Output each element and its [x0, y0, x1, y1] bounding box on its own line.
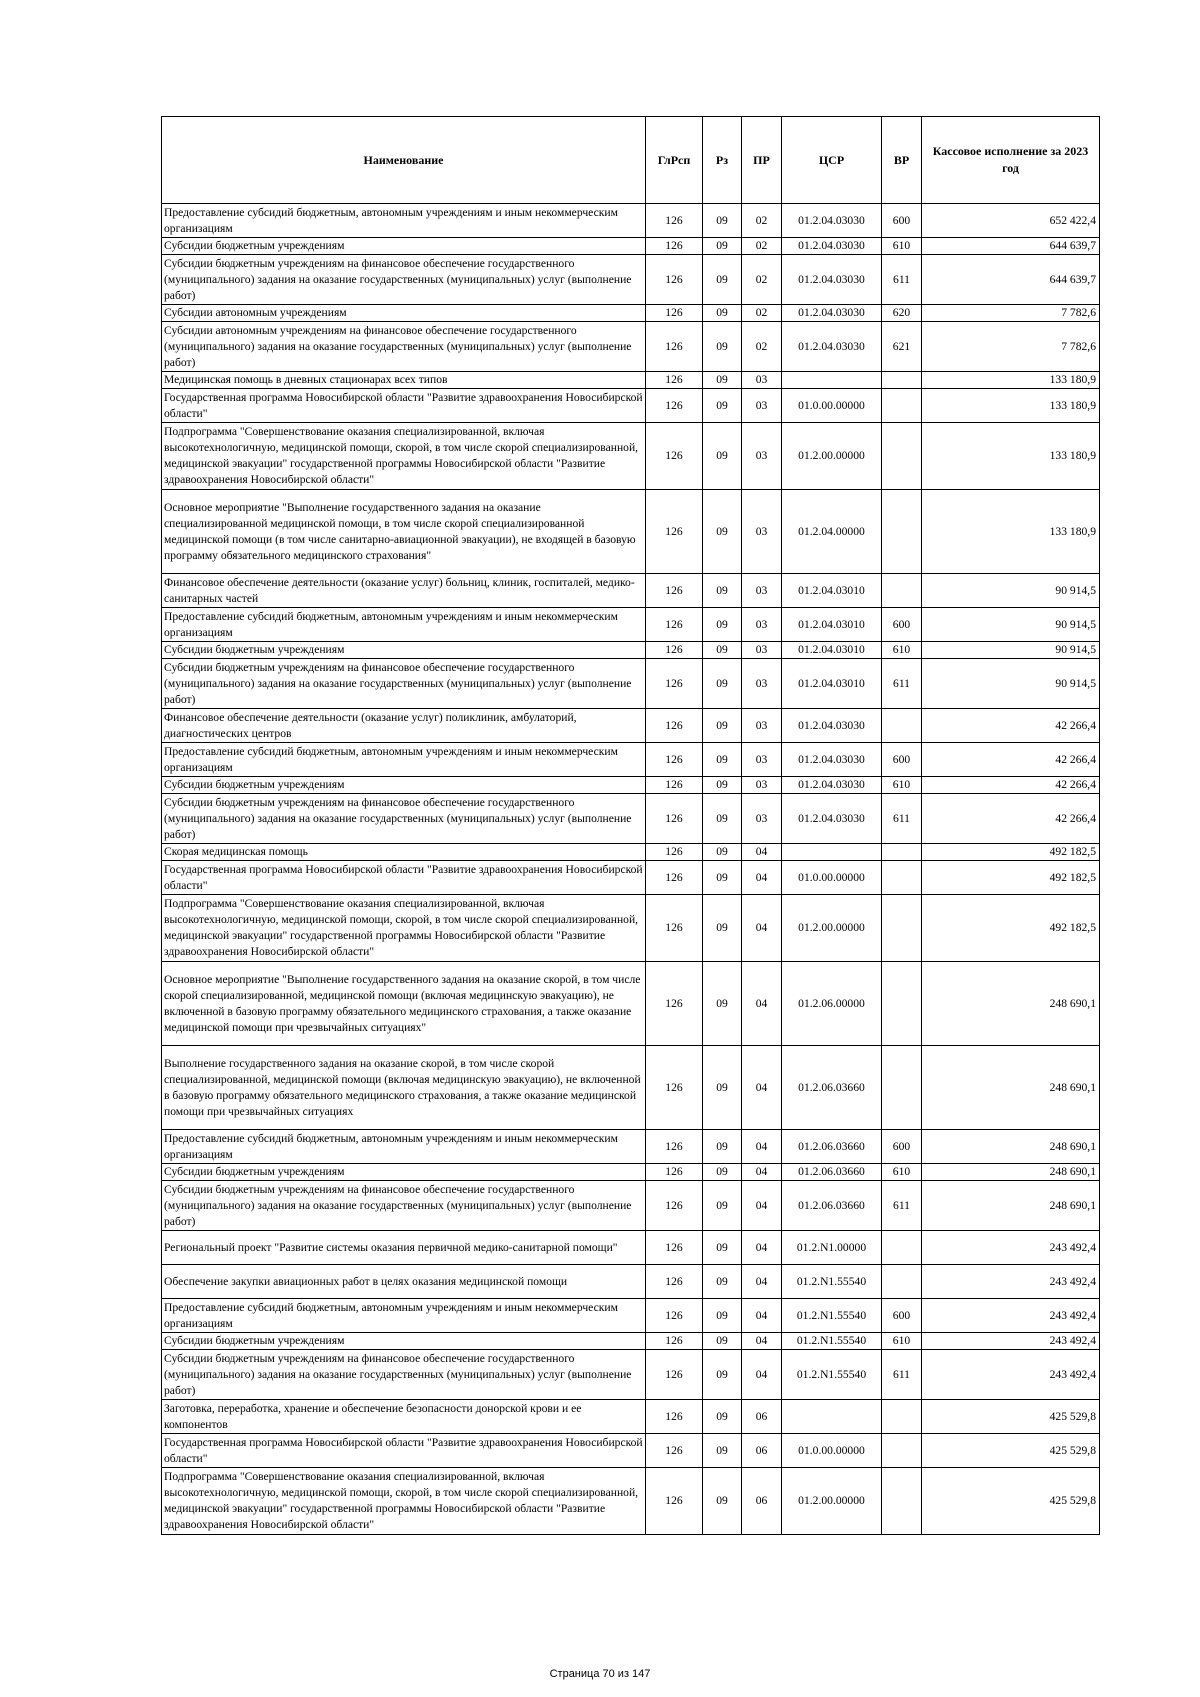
row-csr: 01.2.N1.55540 — [782, 1350, 882, 1400]
row-rz: 09 — [703, 305, 742, 322]
row-csr: 01.2.04.03030 — [782, 777, 882, 794]
row-vr — [882, 490, 922, 574]
row-pr: 03 — [742, 642, 782, 659]
row-glrsp: 126 — [646, 204, 703, 238]
table-row — [162, 1400, 1100, 1434]
row-csr: 01.2.04.03010 — [782, 642, 882, 659]
row-vr: 600 — [882, 608, 922, 642]
row-rz: 09 — [703, 1046, 742, 1130]
row-amount: 492 182,5 — [922, 861, 1100, 895]
row-amount: 248 690,1 — [922, 962, 1100, 1046]
row-amount: 425 529,8 — [922, 1468, 1100, 1535]
row-rz: 09 — [703, 1164, 742, 1181]
table-row — [162, 204, 1100, 238]
row-pr: 02 — [742, 204, 782, 238]
row-pr: 04 — [742, 1181, 782, 1231]
row-csr: 01.2.04.03030 — [782, 204, 882, 238]
header-csr: ЦСР — [782, 117, 882, 204]
row-csr — [782, 1400, 882, 1434]
row-csr: 01.2.04.03030 — [782, 238, 882, 255]
row-csr: 01.2.N1.55540 — [782, 1333, 882, 1350]
row-glrsp: 126 — [646, 1231, 703, 1265]
row-vr — [882, 844, 922, 861]
row-name: Субсидии бюджетным учреждениям на финансовое обеспечение государственного (муниципального) задания на оказание государственных (муниципальных) услуг (выполнение работ) — [162, 1181, 646, 1231]
row-pr: 03 — [742, 709, 782, 743]
table-row — [162, 844, 1100, 861]
row-pr: 04 — [742, 1350, 782, 1400]
row-pr: 03 — [742, 490, 782, 574]
row-rz: 09 — [703, 1181, 742, 1231]
row-name: Предоставление субсидий бюджетным, автономным учреждениям и иным некоммерческим организациям — [162, 1299, 646, 1333]
table-row — [162, 255, 1100, 305]
row-glrsp: 126 — [646, 305, 703, 322]
row-amount: 90 914,5 — [922, 574, 1100, 608]
row-vr — [882, 389, 922, 423]
row-amount: 42 266,4 — [922, 743, 1100, 777]
row-amount: 90 914,5 — [922, 642, 1100, 659]
row-amount: 492 182,5 — [922, 844, 1100, 861]
row-pr: 06 — [742, 1434, 782, 1468]
row-csr: 01.0.00.00000 — [782, 389, 882, 423]
row-csr — [782, 844, 882, 861]
row-csr: 01.2.00.00000 — [782, 1468, 882, 1535]
row-vr: 621 — [882, 322, 922, 372]
row-csr: 01.2.04.03030 — [782, 255, 882, 305]
row-pr: 02 — [742, 305, 782, 322]
table-row — [162, 238, 1100, 255]
row-glrsp: 126 — [646, 777, 703, 794]
row-pr: 03 — [742, 777, 782, 794]
row-pr: 02 — [742, 322, 782, 372]
row-amount: 90 914,5 — [922, 608, 1100, 642]
row-name: Предоставление субсидий бюджетным, автономным учреждениям и иным некоммерческим организациям — [162, 204, 646, 238]
row-csr: 01.2.N1.00000 — [782, 1231, 882, 1265]
row-glrsp: 126 — [646, 423, 703, 490]
row-glrsp: 126 — [646, 659, 703, 709]
row-rz: 09 — [703, 1400, 742, 1434]
row-vr: 611 — [882, 659, 922, 709]
table-row — [162, 777, 1100, 794]
row-vr — [882, 1468, 922, 1535]
row-vr: 611 — [882, 255, 922, 305]
row-rz: 09 — [703, 1468, 742, 1535]
row-glrsp: 126 — [646, 709, 703, 743]
row-glrsp: 126 — [646, 372, 703, 389]
row-csr: 01.2.04.03010 — [782, 659, 882, 709]
row-amount: 425 529,8 — [922, 1434, 1100, 1468]
table-row — [162, 895, 1100, 962]
row-csr: 01.2.04.00000 — [782, 490, 882, 574]
row-vr: 610 — [882, 1333, 922, 1350]
row-name: Государственная программа Новосибирской области "Развитие здравоохранения Новосибирской области" — [162, 389, 646, 423]
row-csr: 01.2.04.03010 — [782, 574, 882, 608]
row-rz: 09 — [703, 1299, 742, 1333]
row-name: Субсидии бюджетным учреждениям на финансовое обеспечение государственного (муниципального) задания на оказание государственных (муниципальных) услуг (выполнение работ) — [162, 1350, 646, 1400]
row-glrsp: 126 — [646, 794, 703, 844]
row-vr: 600 — [882, 204, 922, 238]
row-rz: 09 — [703, 844, 742, 861]
row-name: Субсидии бюджетным учреждениям — [162, 1164, 646, 1181]
row-name: Региональный проект "Развитие системы оказания первичной медико-санитарной помощи" — [162, 1231, 646, 1265]
row-amount: 133 180,9 — [922, 423, 1100, 490]
row-rz: 09 — [703, 490, 742, 574]
row-name: Субсидии бюджетным учреждениям — [162, 777, 646, 794]
row-amount: 243 492,4 — [922, 1350, 1100, 1400]
row-glrsp: 126 — [646, 1400, 703, 1434]
row-vr — [882, 962, 922, 1046]
row-rz: 09 — [703, 709, 742, 743]
row-vr — [882, 1046, 922, 1130]
table-body — [162, 204, 1100, 1535]
row-rz: 09 — [703, 574, 742, 608]
row-vr: 610 — [882, 642, 922, 659]
row-rz: 09 — [703, 1333, 742, 1350]
row-rz: 09 — [703, 794, 742, 844]
row-name: Субсидии бюджетным учреждениям — [162, 1333, 646, 1350]
row-amount: 133 180,9 — [922, 389, 1100, 423]
row-vr — [882, 1231, 922, 1265]
row-vr: 611 — [882, 1181, 922, 1231]
row-name: Подпрограмма "Совершенствование оказания специализированной, включая высокотехнологичную, медицинской помощи, скорой, в том числе скорой специализированной, медицинской эвакуации" государственной программы Новосибирской области "Развитие здравоохранения Новосибирской области" — [162, 423, 646, 490]
row-csr: 01.2.06.00000 — [782, 962, 882, 1046]
table-row — [162, 743, 1100, 777]
row-name: Субсидии бюджетным учреждениям на финансовое обеспечение государственного (муниципального) задания на оказание государственных (муниципальных) услуг (выполнение работ) — [162, 659, 646, 709]
row-amount: 42 266,4 — [922, 794, 1100, 844]
row-vr — [882, 574, 922, 608]
row-name: Субсидии бюджетным учреждениям — [162, 642, 646, 659]
row-csr: 01.2.00.00000 — [782, 895, 882, 962]
row-name: Субсидии автономным учреждениям — [162, 305, 646, 322]
row-pr: 06 — [742, 1468, 782, 1535]
row-pr: 04 — [742, 962, 782, 1046]
page-number: Страница 70 из 147 — [549, 1668, 651, 1680]
row-rz: 09 — [703, 372, 742, 389]
row-amount: 652 422,4 — [922, 204, 1100, 238]
row-pr: 03 — [742, 389, 782, 423]
row-glrsp: 126 — [646, 844, 703, 861]
row-amount: 248 690,1 — [922, 1046, 1100, 1130]
row-pr: 03 — [742, 574, 782, 608]
table-row — [162, 1468, 1100, 1535]
row-pr: 02 — [742, 255, 782, 305]
table-row — [162, 423, 1100, 490]
row-csr: 01.2.04.03030 — [782, 322, 882, 372]
table-row — [162, 322, 1100, 372]
row-glrsp: 126 — [646, 322, 703, 372]
row-name: Основное мероприятие "Выполнение государственного задания на оказание скорой, в том числе скорой специализированной, медицинской помощи (включая медицинскую эвакуацию), не включенной в базовую программу обязательного медицинского страхования, а также оказание медицинской помощи при чрезвычайных ситуациях" — [162, 962, 646, 1046]
table-row — [162, 574, 1100, 608]
row-pr: 03 — [742, 423, 782, 490]
row-amount: 7 782,6 — [922, 305, 1100, 322]
row-amount: 7 782,6 — [922, 322, 1100, 372]
row-name: Предоставление субсидий бюджетным, автономным учреждениям и иным некоммерческим организациям — [162, 608, 646, 642]
header-name: Наименование — [162, 117, 646, 204]
row-rz: 09 — [703, 895, 742, 962]
row-amount: 133 180,9 — [922, 372, 1100, 389]
row-vr: 610 — [882, 238, 922, 255]
row-rz: 09 — [703, 1265, 742, 1299]
row-glrsp: 126 — [646, 1434, 703, 1468]
row-amount: 90 914,5 — [922, 659, 1100, 709]
row-vr — [882, 895, 922, 962]
row-vr — [882, 372, 922, 389]
header-amount: Кассовое исполнение за 2023 год — [922, 117, 1100, 204]
row-glrsp: 126 — [646, 1299, 703, 1333]
table-row — [162, 709, 1100, 743]
row-glrsp: 126 — [646, 861, 703, 895]
table-row — [162, 1333, 1100, 1350]
table-row — [162, 1164, 1100, 1181]
table-row — [162, 305, 1100, 322]
row-pr: 02 — [742, 238, 782, 255]
row-rz: 09 — [703, 204, 742, 238]
row-pr: 06 — [742, 1400, 782, 1434]
row-csr: 01.2.04.03030 — [782, 743, 882, 777]
table-row — [162, 1434, 1100, 1468]
row-name: Предоставление субсидий бюджетным, автономным учреждениям и иным некоммерческим организациям — [162, 1130, 646, 1164]
row-glrsp: 126 — [646, 608, 703, 642]
row-glrsp: 126 — [646, 1333, 703, 1350]
row-vr: 610 — [882, 1164, 922, 1181]
row-csr: 01.2.04.03030 — [782, 794, 882, 844]
header-rz: Рз — [703, 117, 742, 204]
table-row — [162, 1130, 1100, 1164]
table-row — [162, 389, 1100, 423]
row-pr: 03 — [742, 743, 782, 777]
budget-execution-table — [161, 116, 1100, 1535]
row-csr: 01.2.06.03660 — [782, 1164, 882, 1181]
row-amount: 425 529,8 — [922, 1400, 1100, 1434]
row-pr: 04 — [742, 895, 782, 962]
row-csr: 01.0.00.00000 — [782, 861, 882, 895]
row-pr: 04 — [742, 1130, 782, 1164]
row-pr: 04 — [742, 1231, 782, 1265]
row-vr — [882, 861, 922, 895]
row-name: Государственная программа Новосибирской области "Развитие здравоохранения Новосибирской области" — [162, 1434, 646, 1468]
row-rz: 09 — [703, 322, 742, 372]
header-vr: ВР — [882, 117, 922, 204]
row-amount: 243 492,4 — [922, 1265, 1100, 1299]
row-vr — [882, 1265, 922, 1299]
row-rz: 09 — [703, 777, 742, 794]
table-row — [162, 1181, 1100, 1231]
row-csr: 01.2.N1.55540 — [782, 1299, 882, 1333]
row-vr: 600 — [882, 1130, 922, 1164]
row-glrsp: 126 — [646, 1265, 703, 1299]
row-amount: 243 492,4 — [922, 1333, 1100, 1350]
row-rz: 09 — [703, 743, 742, 777]
table-row — [162, 642, 1100, 659]
row-pr: 04 — [742, 1046, 782, 1130]
row-pr: 03 — [742, 659, 782, 709]
row-pr: 04 — [742, 1333, 782, 1350]
row-vr: 610 — [882, 777, 922, 794]
row-pr: 04 — [742, 1164, 782, 1181]
row-vr: 600 — [882, 743, 922, 777]
row-rz: 09 — [703, 642, 742, 659]
table-row — [162, 1265, 1100, 1299]
row-glrsp: 126 — [646, 490, 703, 574]
table-row — [162, 1046, 1100, 1130]
row-csr: 01.2.N1.55540 — [782, 1265, 882, 1299]
row-amount: 42 266,4 — [922, 777, 1100, 794]
row-rz: 09 — [703, 659, 742, 709]
row-rz: 09 — [703, 389, 742, 423]
row-rz: 09 — [703, 238, 742, 255]
row-glrsp: 126 — [646, 1181, 703, 1231]
row-amount: 248 690,1 — [922, 1164, 1100, 1181]
row-vr: 600 — [882, 1299, 922, 1333]
row-glrsp: 126 — [646, 1350, 703, 1400]
row-pr: 04 — [742, 1265, 782, 1299]
row-name: Выполнение государственного задания на оказание скорой, в том числе скорой специализированной, медицинской помощи (включая медицинскую эвакуацию), не включенной в базовую программу обязательного медицинского страхования, а также оказание медицинской помощи при чрезвычайных ситуациях — [162, 1046, 646, 1130]
table-row — [162, 659, 1100, 709]
row-amount: 248 690,1 — [922, 1181, 1100, 1231]
row-rz: 09 — [703, 608, 742, 642]
table-row — [162, 962, 1100, 1046]
row-pr: 04 — [742, 861, 782, 895]
row-pr: 03 — [742, 608, 782, 642]
row-glrsp: 126 — [646, 895, 703, 962]
table-row — [162, 490, 1100, 574]
table-row — [162, 794, 1100, 844]
row-rz: 09 — [703, 962, 742, 1046]
row-glrsp: 126 — [646, 238, 703, 255]
header-pr: ПР — [742, 117, 782, 204]
row-amount: 644 639,7 — [922, 238, 1100, 255]
row-vr: 620 — [882, 305, 922, 322]
row-rz: 09 — [703, 1434, 742, 1468]
row-glrsp: 126 — [646, 255, 703, 305]
row-name: Субсидии бюджетным учреждениям на финансовое обеспечение государственного (муниципального) задания на оказание государственных (муниципальных) услуг (выполнение работ) — [162, 255, 646, 305]
row-amount: 133 180,9 — [922, 490, 1100, 574]
row-name: Основное мероприятие "Выполнение государственного задания на оказание специализированной медицинской помощи, в том числе скорой специализированной медицинской помощи (в том числе санитарно-авиационной эвакуации), не входящей в базовую программу обязательного медицинского страхования" — [162, 490, 646, 574]
row-amount: 42 266,4 — [922, 709, 1100, 743]
row-name: Государственная программа Новосибирской области "Развитие здравоохранения Новосибирской области" — [162, 861, 646, 895]
row-csr: 01.2.00.00000 — [782, 423, 882, 490]
row-amount: 243 492,4 — [922, 1231, 1100, 1265]
table-row — [162, 608, 1100, 642]
row-csr: 01.2.06.03660 — [782, 1046, 882, 1130]
row-glrsp: 126 — [646, 642, 703, 659]
row-pr: 04 — [742, 844, 782, 861]
table-header-row — [162, 117, 1100, 204]
row-rz: 09 — [703, 1130, 742, 1164]
row-glrsp: 126 — [646, 1164, 703, 1181]
row-glrsp: 126 — [646, 389, 703, 423]
row-rz: 09 — [703, 861, 742, 895]
row-csr: 01.2.06.03660 — [782, 1130, 882, 1164]
row-vr — [882, 423, 922, 490]
row-glrsp: 126 — [646, 1468, 703, 1535]
row-vr: 611 — [882, 794, 922, 844]
row-name: Подпрограмма "Совершенствование оказания специализированной, включая высокотехнологичную, медицинской помощи, скорой, в том числе скорой специализированной, медицинской эвакуации" государственной программы Новосибирской области "Развитие здравоохранения Новосибирской области" — [162, 895, 646, 962]
row-glrsp: 126 — [646, 962, 703, 1046]
row-name: Финансовое обеспечение деятельности (оказание услуг) больниц, клиник, госпиталей, медико-санитарных частей — [162, 574, 646, 608]
row-vr — [882, 1434, 922, 1468]
row-rz: 09 — [703, 423, 742, 490]
row-rz: 09 — [703, 1350, 742, 1400]
row-csr: 01.0.00.00000 — [782, 1434, 882, 1468]
table-row — [162, 861, 1100, 895]
row-amount: 644 639,7 — [922, 255, 1100, 305]
row-csr: 01.2.04.03010 — [782, 608, 882, 642]
row-csr — [782, 372, 882, 389]
row-vr: 611 — [882, 1350, 922, 1400]
row-name: Медицинская помощь в дневных стационарах всех типов — [162, 372, 646, 389]
row-glrsp: 126 — [646, 1046, 703, 1130]
header-glrsp: ГлРсп — [646, 117, 703, 204]
table-row — [162, 1350, 1100, 1400]
row-glrsp: 126 — [646, 1130, 703, 1164]
row-vr — [882, 1400, 922, 1434]
row-csr: 01.2.04.03030 — [782, 305, 882, 322]
row-name: Субсидии автономным учреждениям на финансовое обеспечение государственного (муниципального) задания на оказание государственных (муниципальных) услуг (выполнение работ) — [162, 322, 646, 372]
row-amount: 243 492,4 — [922, 1299, 1100, 1333]
row-pr: 04 — [742, 1299, 782, 1333]
row-csr: 01.2.06.03660 — [782, 1181, 882, 1231]
row-name: Субсидии бюджетным учреждениям на финансовое обеспечение государственного (муниципального) задания на оказание государственных (муниципальных) услуг (выполнение работ) — [162, 794, 646, 844]
row-name: Обеспечение закупки авиационных работ в целях оказания медицинской помощи — [162, 1265, 646, 1299]
row-amount: 248 690,1 — [922, 1130, 1100, 1164]
row-name: Субсидии бюджетным учреждениям — [162, 238, 646, 255]
row-name: Подпрограмма "Совершенствование оказания специализированной, включая высокотехнологичную, медицинской помощи, скорой, в том числе скорой специализированной, медицинской эвакуации" государственной программы Новосибирской области "Развитие здравоохранения Новосибирской области" — [162, 1468, 646, 1535]
row-name: Финансовое обеспечение деятельности (оказание услуг) поликлиник, амбулаторий, диагностических центров — [162, 709, 646, 743]
table-row — [162, 1299, 1100, 1333]
row-glrsp: 126 — [646, 574, 703, 608]
row-pr: 03 — [742, 372, 782, 389]
row-glrsp: 126 — [646, 743, 703, 777]
row-name: Предоставление субсидий бюджетным, автономным учреждениям и иным некоммерческим организациям — [162, 743, 646, 777]
row-rz: 09 — [703, 1231, 742, 1265]
row-name: Скорая медицинская помощь — [162, 844, 646, 861]
row-rz: 09 — [703, 255, 742, 305]
row-pr: 03 — [742, 794, 782, 844]
row-vr — [882, 709, 922, 743]
row-name: Заготовка, переработка, хранение и обеспечение безопасности донорской крови и ее компонентов — [162, 1400, 646, 1434]
table-row — [162, 372, 1100, 389]
row-csr: 01.2.04.03030 — [782, 709, 882, 743]
table-row — [162, 1231, 1100, 1265]
row-amount: 492 182,5 — [922, 895, 1100, 962]
